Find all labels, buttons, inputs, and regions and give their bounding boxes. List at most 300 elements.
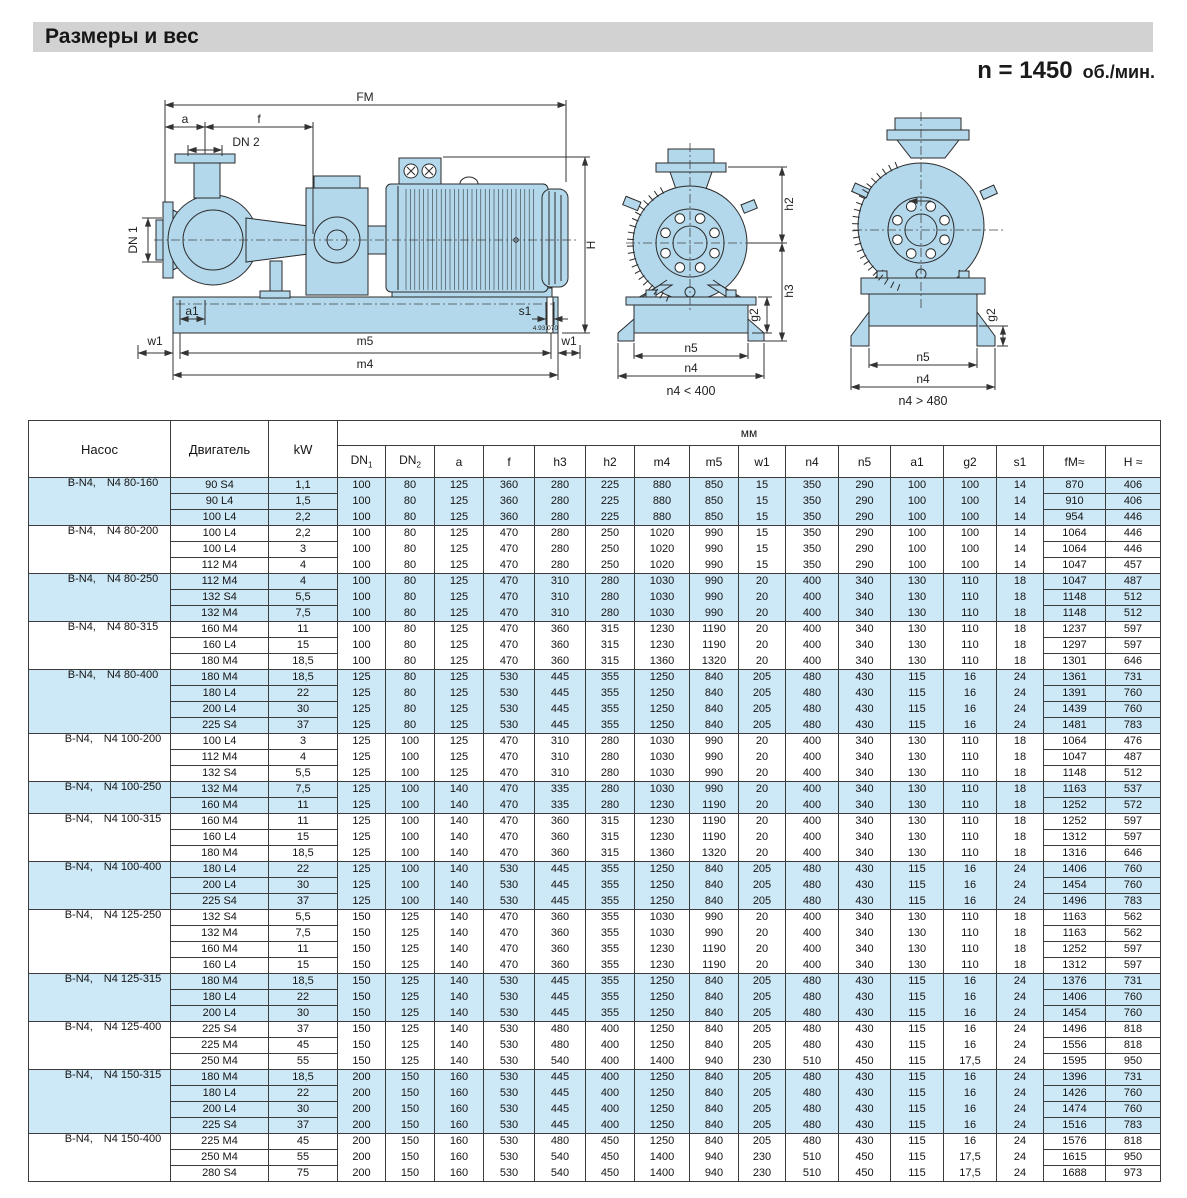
dim-cell: 15 xyxy=(739,542,786,558)
dim-cell: 840 xyxy=(690,878,739,894)
dim-cell: 150 xyxy=(386,1086,435,1102)
dim-cell: 1400 xyxy=(635,1054,690,1070)
dim-cell: 818 xyxy=(1106,1134,1161,1150)
dim-cell: 1316 xyxy=(1044,846,1106,862)
dim-cell: 130 xyxy=(891,606,944,622)
dim-cell: 250 xyxy=(586,558,635,574)
dim-cell: 445 xyxy=(535,1070,586,1086)
dim-cell: 470 xyxy=(484,830,535,846)
dim-cell: 205 xyxy=(739,670,786,686)
col-header-dim: h2 xyxy=(586,446,635,478)
dim-cell: 16 xyxy=(944,702,997,718)
dim-cell: 200 xyxy=(338,1134,386,1150)
dim-cell: 1190 xyxy=(690,830,739,846)
dim-cell: 430 xyxy=(839,686,891,702)
dim-cell: 24 xyxy=(997,878,1044,894)
dim-cell: 230 xyxy=(739,1054,786,1070)
dim-cell: 125 xyxy=(338,766,386,782)
kw-cell: 3 xyxy=(269,542,338,558)
dim-cell: 355 xyxy=(586,686,635,702)
kw-cell: 18,5 xyxy=(269,974,338,990)
dim-cell: 1030 xyxy=(635,766,690,782)
dim-cell: 20 xyxy=(739,910,786,926)
dim-cell: 530 xyxy=(484,1166,535,1182)
dim-cell: 940 xyxy=(690,1150,739,1166)
dim-cell: 1230 xyxy=(635,958,690,974)
dim-cell: 160 xyxy=(435,1150,484,1166)
dim-cell: 400 xyxy=(786,798,839,814)
dim-cell: 125 xyxy=(338,814,386,830)
dim-cell: 80 xyxy=(386,478,435,494)
kw-cell: 30 xyxy=(269,1006,338,1022)
dim-cell: 400 xyxy=(786,574,839,590)
kw-cell: 18,5 xyxy=(269,670,338,686)
dim-cell: 1576 xyxy=(1044,1134,1106,1150)
dim-cell: 1030 xyxy=(635,782,690,798)
dim-cell: 1396 xyxy=(1044,1070,1106,1086)
dim-cell: 18 xyxy=(997,734,1044,750)
dim-cell: 1312 xyxy=(1044,958,1106,974)
dim-cell: 100 xyxy=(338,622,386,638)
motor-cell: 160 M4 xyxy=(171,942,269,958)
motor-cell: 132 S4 xyxy=(171,910,269,926)
dim-cell: 954 xyxy=(1044,510,1106,526)
dim-cell: 140 xyxy=(435,958,484,974)
dim-cell: 340 xyxy=(839,734,891,750)
kw-cell: 2,2 xyxy=(269,526,338,542)
dim-cell: 14 xyxy=(997,494,1044,510)
dim-cell: 100 xyxy=(386,878,435,894)
dim-cell: 430 xyxy=(839,718,891,734)
dim-cell: 510 xyxy=(786,1150,839,1166)
kw-cell: 5,5 xyxy=(269,910,338,926)
pump-model-cell: B-N4, N4 150-400 xyxy=(29,1134,171,1182)
dim-cell: 110 xyxy=(944,846,997,862)
motor-cell: 132 S4 xyxy=(171,590,269,606)
dim-label-m5: m5 xyxy=(356,334,374,348)
dim-cell: 100 xyxy=(386,766,435,782)
dim-cell: 335 xyxy=(535,782,586,798)
dim-cell: 1030 xyxy=(635,750,690,766)
dim-cell: 840 xyxy=(690,686,739,702)
dim-cell: 360 xyxy=(535,622,586,638)
pump-model-cell: B-N4, N4 80-400 xyxy=(29,670,171,734)
front-view-narrow-caption: n4 < 400 xyxy=(666,384,716,398)
dim-cell: 1230 xyxy=(635,942,690,958)
dim-cell: 1163 xyxy=(1044,926,1106,942)
dim-cell: 1252 xyxy=(1044,814,1106,830)
dim-cell: 530 xyxy=(484,1150,535,1166)
dim-cell: 18 xyxy=(997,910,1044,926)
col-header-units: мм xyxy=(338,421,1161,446)
dim-cell: 572 xyxy=(1106,798,1161,814)
dim-cell: 340 xyxy=(839,638,891,654)
dim-cell: 24 xyxy=(997,974,1044,990)
dim-cell: 100 xyxy=(386,750,435,766)
dim-cell: 840 xyxy=(690,1118,739,1134)
dim-cell: 1030 xyxy=(635,910,690,926)
dim-cell: 450 xyxy=(586,1166,635,1182)
dim-cell: 480 xyxy=(786,894,839,910)
dim-cell: 400 xyxy=(786,942,839,958)
dim-cell: 110 xyxy=(944,638,997,654)
kw-cell: 22 xyxy=(269,1086,338,1102)
dim-cell: 480 xyxy=(786,1006,839,1022)
dim-cell: 940 xyxy=(690,1054,739,1070)
dim-cell: 1250 xyxy=(635,702,690,718)
dim-cell: 110 xyxy=(944,766,997,782)
dim-cell: 280 xyxy=(586,766,635,782)
dim-cell: 400 xyxy=(786,606,839,622)
dim-cell: 1250 xyxy=(635,686,690,702)
dim-cell: 990 xyxy=(690,606,739,622)
dim-cell: 18 xyxy=(997,606,1044,622)
dim-cell: 340 xyxy=(839,926,891,942)
dim-cell: 130 xyxy=(891,654,944,670)
dim-cell: 1426 xyxy=(1044,1086,1106,1102)
motor-cell: 160 M4 xyxy=(171,622,269,638)
kw-cell: 2,2 xyxy=(269,510,338,526)
dim-cell: 80 xyxy=(386,638,435,654)
dim-cell: 1064 xyxy=(1044,526,1106,542)
dim-cell: 80 xyxy=(386,702,435,718)
kw-cell: 45 xyxy=(269,1134,338,1150)
motor-cell: 200 L4 xyxy=(171,878,269,894)
dim-cell: 280 xyxy=(586,574,635,590)
speed-value: n = 1450 xyxy=(977,57,1073,84)
page-title-bar xyxy=(33,22,1153,52)
dim-cell: 360 xyxy=(535,958,586,974)
dim-cell: 480 xyxy=(786,990,839,1006)
dim-cell: 480 xyxy=(786,702,839,718)
dim-cell: 115 xyxy=(891,894,944,910)
dim-cell: 14 xyxy=(997,542,1044,558)
dim-cell: 150 xyxy=(386,1166,435,1182)
dim-cell: 1474 xyxy=(1044,1102,1106,1118)
dim-cell: 760 xyxy=(1106,862,1161,878)
dim-cell: 1301 xyxy=(1044,654,1106,670)
dim-cell: 840 xyxy=(690,990,739,1006)
dim-cell: 400 xyxy=(786,734,839,750)
motor-cell: 280 S4 xyxy=(171,1166,269,1182)
dim-cell: 406 xyxy=(1106,494,1161,510)
dim-cell: 530 xyxy=(484,894,535,910)
dim-cell: 18 xyxy=(997,590,1044,606)
dim-cell: 1190 xyxy=(690,958,739,974)
dim-cell: 140 xyxy=(435,894,484,910)
motor-cell: 200 L4 xyxy=(171,1102,269,1118)
dim-cell: 1250 xyxy=(635,1134,690,1150)
dim-cell: 1320 xyxy=(690,654,739,670)
dim-cell: 16 xyxy=(944,862,997,878)
dim-cell: 480 xyxy=(535,1134,586,1150)
col-header-dim: a1 xyxy=(891,446,944,478)
kw-cell: 1,1 xyxy=(269,478,338,494)
dim-cell: 280 xyxy=(535,542,586,558)
motor-cell: 100 L4 xyxy=(171,542,269,558)
dim-cell: 115 xyxy=(891,878,944,894)
dim-cell: 973 xyxy=(1106,1166,1161,1182)
dim-cell: 280 xyxy=(586,590,635,606)
kw-cell: 45 xyxy=(269,1038,338,1054)
dim-cell: 290 xyxy=(839,478,891,494)
dimensions-and-weight-table xyxy=(28,420,1161,1182)
dim-cell: 1190 xyxy=(690,798,739,814)
dim-cell: 1148 xyxy=(1044,766,1106,782)
motor-cell: 180 L4 xyxy=(171,990,269,1006)
dim-cell: 20 xyxy=(739,590,786,606)
dim-cell: 160 xyxy=(435,1070,484,1086)
dim-cell: 530 xyxy=(484,990,535,1006)
dim-cell: 1250 xyxy=(635,878,690,894)
dim-cell: 110 xyxy=(944,910,997,926)
dim-label-g2: g2 xyxy=(747,308,761,322)
dim-cell: 80 xyxy=(386,590,435,606)
dim-cell: 1496 xyxy=(1044,894,1106,910)
dim-cell: 140 xyxy=(435,782,484,798)
dim-cell: 783 xyxy=(1106,894,1161,910)
dim-cell: 1163 xyxy=(1044,910,1106,926)
kw-cell: 15 xyxy=(269,958,338,974)
dim-cell: 225 xyxy=(586,478,635,494)
dim-cell: 16 xyxy=(944,1102,997,1118)
dim-cell: 818 xyxy=(1106,1022,1161,1038)
motor-cell: 225 M4 xyxy=(171,1038,269,1054)
dim-cell: 15 xyxy=(739,526,786,542)
dim-cell: 1250 xyxy=(635,1022,690,1038)
dim-cell: 15 xyxy=(739,558,786,574)
dim-cell: 130 xyxy=(891,574,944,590)
dim-cell: 160 xyxy=(435,1086,484,1102)
dim-cell: 125 xyxy=(435,766,484,782)
dim-cell: 18 xyxy=(997,638,1044,654)
dim-cell: 205 xyxy=(739,862,786,878)
dim-cell: 1400 xyxy=(635,1166,690,1182)
dim-cell: 470 xyxy=(484,590,535,606)
dim-cell: 205 xyxy=(739,1102,786,1118)
dim-cell: 1595 xyxy=(1044,1054,1106,1070)
dim-cell: 1250 xyxy=(635,1070,690,1086)
dim-cell: 150 xyxy=(386,1118,435,1134)
col-header-dim: f xyxy=(484,446,535,478)
kw-cell: 5,5 xyxy=(269,590,338,606)
dim-cell: 450 xyxy=(586,1150,635,1166)
dim-cell: 125 xyxy=(386,1006,435,1022)
dim-cell: 16 xyxy=(944,1118,997,1134)
dim-cell: 445 xyxy=(535,862,586,878)
dim-cell: 400 xyxy=(786,766,839,782)
dim-cell: 100 xyxy=(338,558,386,574)
dim-cell: 125 xyxy=(435,606,484,622)
dim-cell: 840 xyxy=(690,1038,739,1054)
dim-cell: 1250 xyxy=(635,718,690,734)
dim-cell: 125 xyxy=(386,958,435,974)
kw-cell: 37 xyxy=(269,718,338,734)
dim-cell: 470 xyxy=(484,750,535,766)
dim-cell: 870 xyxy=(1044,478,1106,494)
dim-cell: 530 xyxy=(484,974,535,990)
dim-cell: 125 xyxy=(435,654,484,670)
dim-cell: 760 xyxy=(1106,1086,1161,1102)
dim-cell: 510 xyxy=(786,1166,839,1182)
front-view-figure-narrow xyxy=(618,149,764,341)
dim-cell: 150 xyxy=(386,1134,435,1150)
dim-cell: 400 xyxy=(786,590,839,606)
dim-cell: 990 xyxy=(690,734,739,750)
dim-cell: 530 xyxy=(484,1022,535,1038)
dim-cell: 100 xyxy=(338,510,386,526)
dim-cell: 16 xyxy=(944,878,997,894)
dim-cell: 1360 xyxy=(635,846,690,862)
dim-cell: 470 xyxy=(484,638,535,654)
dim-cell: 310 xyxy=(535,750,586,766)
dim-cell: 18 xyxy=(997,574,1044,590)
motor-cell: 225 S4 xyxy=(171,894,269,910)
dim-cell: 400 xyxy=(786,638,839,654)
dim-cell: 115 xyxy=(891,1006,944,1022)
dim-cell: 100 xyxy=(386,782,435,798)
dim-cell: 840 xyxy=(690,1102,739,1118)
dim-cell: 125 xyxy=(435,494,484,510)
dim-cell: 1320 xyxy=(690,846,739,862)
dim-cell: 115 xyxy=(891,1054,944,1070)
dim-cell: 470 xyxy=(484,814,535,830)
dim-cell: 1391 xyxy=(1044,686,1106,702)
dim-cell: 540 xyxy=(535,1150,586,1166)
pump-model-cell: B-N4, N4 125-400 xyxy=(29,1022,171,1070)
dim-cell: 340 xyxy=(839,782,891,798)
dim-cell: 445 xyxy=(535,1006,586,1022)
dim-cell: 125 xyxy=(435,622,484,638)
dim-cell: 430 xyxy=(839,1086,891,1102)
dim-cell: 840 xyxy=(690,670,739,686)
pump-model-cell: B-N4, N4 100-315 xyxy=(29,814,171,862)
dim-cell: 430 xyxy=(839,1038,891,1054)
motor-cell: 225 S4 xyxy=(171,1022,269,1038)
motor-cell: 180 L4 xyxy=(171,1086,269,1102)
dim-cell: 355 xyxy=(586,718,635,734)
dim-cell: 290 xyxy=(839,542,891,558)
kw-cell: 4 xyxy=(269,558,338,574)
dim-cell: 100 xyxy=(338,638,386,654)
dim-cell: 310 xyxy=(535,766,586,782)
dim-cell: 355 xyxy=(586,990,635,1006)
pump-model-cell: B-N4, N4 125-315 xyxy=(29,974,171,1022)
dim-cell: 24 xyxy=(997,1118,1044,1134)
dim-cell: 355 xyxy=(586,878,635,894)
dim-cell: 530 xyxy=(484,686,535,702)
dim-cell: 140 xyxy=(435,1022,484,1038)
col-header-dim: w1 xyxy=(739,446,786,478)
dim-cell: 450 xyxy=(839,1166,891,1182)
dim-cell: 400 xyxy=(586,1038,635,1054)
dim-cell: 783 xyxy=(1106,1118,1161,1134)
dim-cell: 115 xyxy=(891,1118,944,1134)
dim-cell: 125 xyxy=(338,702,386,718)
dim-cell: 100 xyxy=(338,526,386,542)
dim-cell: 1250 xyxy=(635,1102,690,1118)
dim-cell: 430 xyxy=(839,1134,891,1150)
dim-cell: 1148 xyxy=(1044,606,1106,622)
dim-label-dn1: DN 1 xyxy=(126,226,140,254)
dim-cell: 15 xyxy=(739,478,786,494)
dim-cell: 140 xyxy=(435,942,484,958)
dim-cell: 16 xyxy=(944,1134,997,1150)
dim-cell: 20 xyxy=(739,606,786,622)
dim-cell: 1481 xyxy=(1044,718,1106,734)
dim-cell: 110 xyxy=(944,590,997,606)
dim-cell: 340 xyxy=(839,590,891,606)
dim-cell: 250 xyxy=(586,542,635,558)
dim-cell: 910 xyxy=(1044,494,1106,510)
dim-cell: 150 xyxy=(386,1102,435,1118)
dim-cell: 840 xyxy=(690,1070,739,1086)
col-header-dim: s1 xyxy=(997,446,1044,478)
dim-cell: 480 xyxy=(786,686,839,702)
dim-cell: 406 xyxy=(1106,478,1161,494)
dim-cell: 1400 xyxy=(635,1150,690,1166)
dim-cell: 140 xyxy=(435,910,484,926)
dim-cell: 445 xyxy=(535,1102,586,1118)
dim-cell: 16 xyxy=(944,686,997,702)
dim-cell: 130 xyxy=(891,846,944,862)
dim-cell: 18 xyxy=(997,750,1044,766)
dim-cell: 1047 xyxy=(1044,574,1106,590)
dim-cell: 450 xyxy=(839,1054,891,1070)
dim-cell: 350 xyxy=(786,542,839,558)
dim-cell: 430 xyxy=(839,1022,891,1038)
dim-cell: 840 xyxy=(690,1134,739,1150)
motor-cell: 180 M4 xyxy=(171,1070,269,1086)
dim-cell: 130 xyxy=(891,830,944,846)
dim-label-h2: h2 xyxy=(782,197,796,211)
dim-cell: 24 xyxy=(997,670,1044,686)
motor-cell: 200 L4 xyxy=(171,702,269,718)
dim-label-n4: n4 xyxy=(916,372,930,386)
dim-cell: 100 xyxy=(338,574,386,590)
dim-cell: 480 xyxy=(786,1070,839,1086)
dim-label-dn2: DN 2 xyxy=(232,135,260,149)
dim-cell: 125 xyxy=(435,670,484,686)
dim-cell: 205 xyxy=(739,1038,786,1054)
dim-cell: 125 xyxy=(386,1054,435,1070)
motor-cell: 200 L4 xyxy=(171,1006,269,1022)
dim-cell: 125 xyxy=(338,718,386,734)
dim-cell: 125 xyxy=(435,478,484,494)
kw-cell: 7,5 xyxy=(269,606,338,622)
dim-cell: 16 xyxy=(944,1038,997,1054)
pump-model-cell: B-N4, N4 100-250 xyxy=(29,782,171,814)
dim-cell: 20 xyxy=(739,654,786,670)
dim-label-a1: a1 xyxy=(185,304,199,318)
dim-cell: 355 xyxy=(586,894,635,910)
dim-cell: 20 xyxy=(739,798,786,814)
dim-cell: 430 xyxy=(839,1102,891,1118)
dim-cell: 430 xyxy=(839,702,891,718)
motor-cell: 90 S4 xyxy=(171,478,269,494)
dim-cell: 360 xyxy=(484,510,535,526)
dim-cell: 125 xyxy=(435,686,484,702)
motor-cell: 180 M4 xyxy=(171,670,269,686)
dim-cell: 990 xyxy=(690,526,739,542)
dim-cell: 350 xyxy=(786,526,839,542)
dim-cell: 160 xyxy=(435,1118,484,1134)
dim-cell: 430 xyxy=(839,974,891,990)
dim-cell: 16 xyxy=(944,670,997,686)
dim-cell: 125 xyxy=(338,846,386,862)
dim-cell: 1312 xyxy=(1044,830,1106,846)
dim-cell: 205 xyxy=(739,1086,786,1102)
